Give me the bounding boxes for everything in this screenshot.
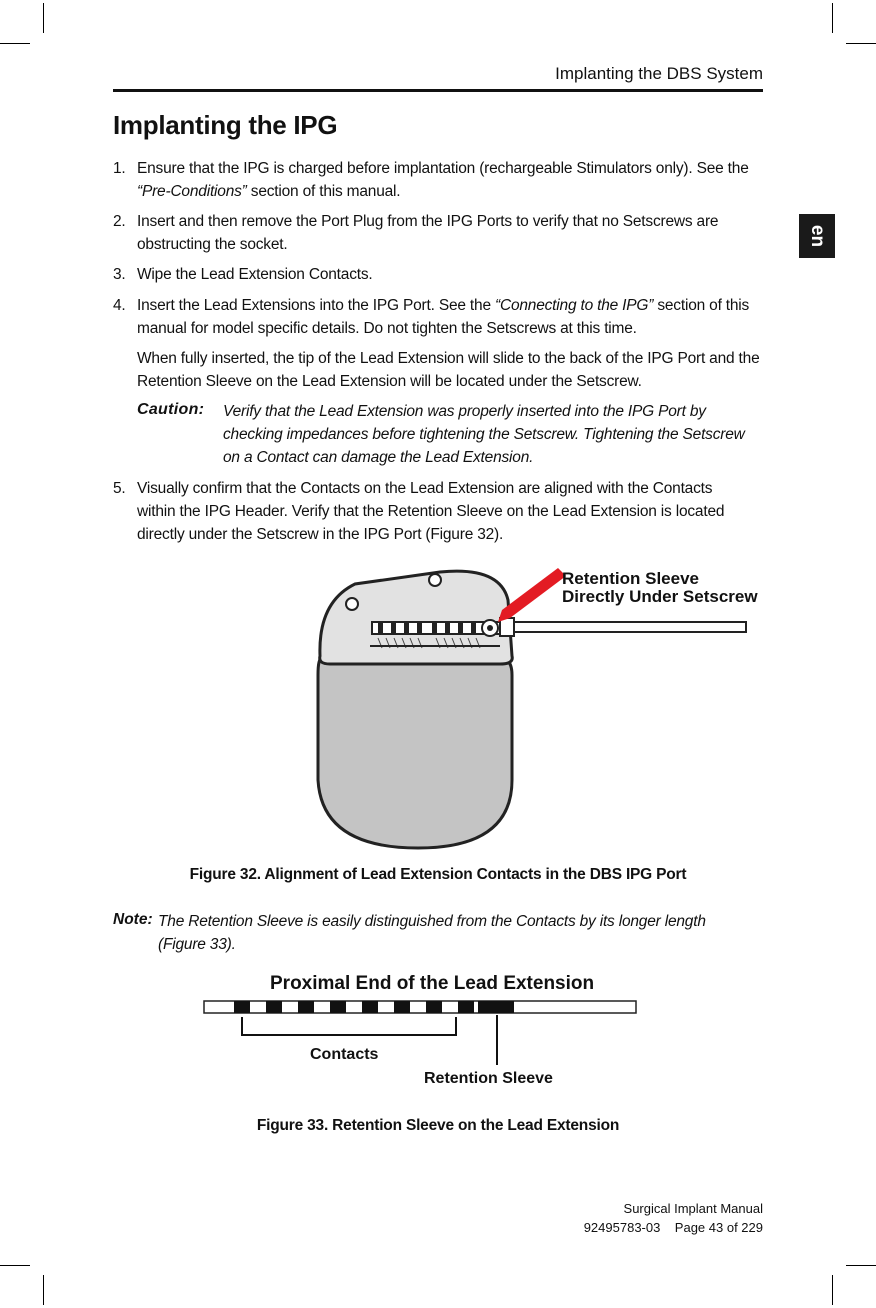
header-rule — [113, 89, 763, 92]
footer-doc-page — [584, 1220, 763, 1235]
language-tab: en — [799, 214, 835, 258]
callout-arrow — [498, 568, 566, 622]
caution-text: Verify that the Lead Extension was properly inserted into the IPG Port by checking impedances before tightening the Setscrew. Tightening the Setscrew on a Contact can damage the Lead Extension. — [223, 403, 745, 466]
step-5: 5. Visually confirm that the Contacts on the Lead Extension are aligned with the Contacts within the IPG Header. Verify that the Retention Sleeve on the Lead Extension is located directly under the Setscrew in the IPG Port (Figure 32). — [113, 480, 725, 543]
step-4-detail: When fully inserted, the tip of the Lead Extension will slide to the back of the IPG Port and the Retention Sleeve on the Lead Extension will be located under the Setscrew. — [137, 350, 760, 390]
step-2: 2. Insert and then remove the Port Plug from the IPG Ports to verify that no Setscrews are obstructing the socket. — [113, 213, 719, 253]
ipg-header — [320, 571, 513, 664]
crop-mark — [43, 1275, 44, 1305]
crop-mark — [43, 3, 44, 33]
setscrew-center — [487, 625, 493, 631]
sleeve-label: Retention Sleeve — [424, 1070, 553, 1087]
note-label: Note: — [113, 911, 153, 928]
crop-mark — [832, 1275, 833, 1305]
callout-line-2: Directly Under Setscrew — [562, 587, 758, 606]
running-header: Implanting the DBS System — [555, 64, 763, 83]
footer-manual: Surgical Implant Manual — [623, 1201, 763, 1216]
crop-mark — [846, 43, 876, 44]
step-3: 3. Wipe the Lead Extension Contacts. — [113, 266, 373, 283]
lead-retention-sleeve — [478, 1001, 514, 1013]
footer-page-number: Page 43 of 229 — [674, 1220, 763, 1235]
figure-32-caption: Figure 32. Alignment of Lead Extension Contacts in the DBS IPG Port — [189, 866, 687, 883]
footer-doc-number: 92495783-03 — [583, 1220, 661, 1235]
step-1: 1. Ensure that the IPG is charged before implantation (rechargeable Stimulators only). See the “Pre-Conditions” section of this manual. — [113, 160, 749, 200]
crop-mark — [832, 3, 833, 33]
caution-label: Caution: — [137, 401, 205, 418]
figure-32-ipg-illustration — [300, 560, 760, 860]
retention-sleeve — [500, 618, 514, 636]
figure-33-lead-diagram — [200, 965, 640, 1095]
callout-line-1: Retention Sleeve — [562, 569, 699, 588]
lead-extension — [508, 622, 746, 632]
figure-33-title: Proximal End of the Lead Extension — [270, 973, 595, 994]
page-title: Implanting the IPG — [113, 110, 338, 140]
crop-mark — [0, 1265, 30, 1266]
ipg-body — [318, 658, 512, 848]
step-4: 4. Insert the Lead Extensions into the IPG Port. See the “Connecting to the IPG” section of this manual for model specific details. Do not tighten the Setscrews at this time. — [113, 297, 750, 337]
crop-mark — [846, 1265, 876, 1266]
crop-mark — [0, 43, 30, 44]
note-text: The Retention Sleeve is easily distinguished from the Contacts by its longer length (Figure 33). — [158, 913, 706, 953]
contacts-label: Contacts — [310, 1046, 379, 1063]
suture-hole — [429, 574, 441, 586]
suture-hole — [346, 598, 358, 610]
figure-33-caption: Figure 33. Retention Sleeve on the Lead Extension — [256, 1117, 620, 1134]
contacts-bracket — [242, 1017, 456, 1035]
